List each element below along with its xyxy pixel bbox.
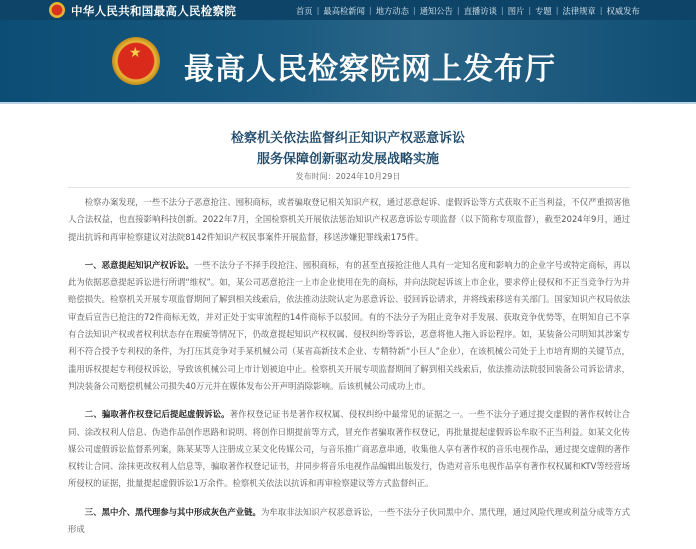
nav-item[interactable]: 专题 (535, 6, 552, 16)
article-body (68, 194, 630, 549)
paragraph: 检察办案发现，一些不法分子恶意抢注、囤积商标，或者骗取登记相关知识产权，通过恶意起诉、虚假诉讼等方式获取不正当利益，不仅严重损害他人合法权益，也直接影响科技创新。2022年7月，全国检察机关开展依法惩治知识产权恶意诉讼专项监督（以下简称专项监督），截至2024年9月，通过提出抗诉和再审检察建议对法院8142件知识产权民事案件开展监督，移送涉嫌犯罪线索175件。 (68, 197, 630, 242)
nav-separator: | (368, 5, 372, 15)
article-title-line2: 服务保障创新驱动发展战略实施 (256, 152, 439, 167)
nav-separator: | (500, 5, 504, 15)
nav-separator: | (316, 5, 320, 15)
procuratorate-emblem-icon (112, 37, 160, 85)
paragraph: 一、恶意提起知识产权诉讼。一些不法分子不择手段抢注、囤积商标，有的甚至直接抢注他人具有一定知名度和影响力的企业字号或特定商标，再以此为依据恶意提起诉讼进行所谓“维权”。如，某公司恶意抢注一上市企业使用在先的商标，并向法院起诉该上市企业，要求停止侵权和不正当竞争行为并赔偿损失。检察机关开展专项监督期间了解到相关线索后，依法推动法院认定为恶意诉讼、驳回诉讼请求，并将线索移送有关部门。国家知识产权局依法审查后宣告已抢注的72件商标无效，并对正处于实审流程的14件商标予以驳回。有的不法分子为阻止竞争对手发展、获取竞争优势等，在明知自己不享有合法知识产权或者权利状态存在瑕疵等情况下，仍故意提起知识产权权属、侵权纠纷等诉讼，恶意将他人拖入诉讼程序。如，某装备公司明知其涉案专利不符合授予专利权的条件，为打压其竞争对手某机械公司（某省高新技术企业、专精特新“小巨人”企业），在该机械公司处于上市培育期的关键节点，滥用诉权提起专利侵权诉讼，导致该机械公司上市计划被迫中止。检察机关开展专项监督期间了解到相关线索后，依法推动法院驳回装备公司诉讼请求，判决装备公司赔偿机械公司损失40万元并在媒体发布公开声明消除影响。后该机械公司成功上市。 (68, 259, 630, 391)
banner-title: 最高人民检察院网上发布厅 (184, 52, 556, 87)
nav-item[interactable]: 法律规章 (562, 6, 596, 16)
divider (68, 187, 630, 188)
paragraph: 二、骗取著作权登记后提起虚假诉讼。著作权登记证书是著作权权属、侵权纠纷中最常见的证据之一。一些不法分子通过提交虚假的著作权转让合同、涂改权利人信息、伪造作品创作思路和说明、将创作日期提前等方式，冒充作者骗取著作权登记，再批量提起虚假诉讼牟取不正当利益。如某文化传媒公司虚假诉讼监督系列案，陈某某等人注册成立某文化传媒公司，与音乐推广商恶意串通，收集他人享有著作权的音乐电视作品，通过提交虚假的著作权转让合同、涂抹更改权利人信息等，骗取著作权登记证书，并同步将音乐电视作品编辑出版发行，伪造对音乐电视作品享有著作权权属和KTV等经营场所侵权的证据，批量提起虚假诉讼1万余件。检察机关依法以抗诉和再审检察建议等方式监督纠正。 (68, 409, 630, 489)
article-title-line1: 检察机关依法监督纠正知识产权恶意诉讼 (230, 131, 465, 146)
nav-item[interactable]: 直播访谈 (463, 6, 497, 16)
main-nav (296, 5, 640, 17)
nav-item[interactable]: 通知公告 (419, 6, 453, 16)
nav-separator: | (456, 5, 460, 15)
nav-item[interactable]: 地方动态 (375, 6, 409, 16)
nav-separator: | (528, 5, 532, 15)
section-heading: 一、恶意提起知识产权诉讼。 (84, 259, 194, 270)
nav-item[interactable]: 首页 (296, 6, 313, 16)
nav-separator: | (412, 5, 416, 15)
nav-separator: | (599, 5, 603, 15)
section-heading: 三、黑中介、黑代理参与其中形成灰色产业链。 (84, 506, 261, 517)
paragraph: 三、黑中介、黑代理参与其中形成灰色产业链。为牟取非法知识产权恶意诉讼，一些不法分子伙同黑中介、黑代理，通过风险代理或利益分成等方式形成 (68, 506, 631, 535)
top-bar (0, 0, 696, 20)
procuratorate-emblem-icon (49, 2, 65, 18)
nav-item[interactable]: 权威发布 (606, 6, 640, 16)
site-name[interactable]: 中华人民共和国最高人民检察院 (71, 4, 237, 18)
nav-item[interactable]: 最高检新闻 (323, 6, 365, 16)
banner (0, 20, 696, 104)
publish-date: 发布时间：2024年10月29日 (295, 172, 401, 181)
nav-separator: | (555, 5, 559, 15)
section-heading: 二、骗取著作权登记后提起虚假诉讼。 (84, 409, 230, 420)
nav-item[interactable]: 图片 (507, 6, 525, 16)
